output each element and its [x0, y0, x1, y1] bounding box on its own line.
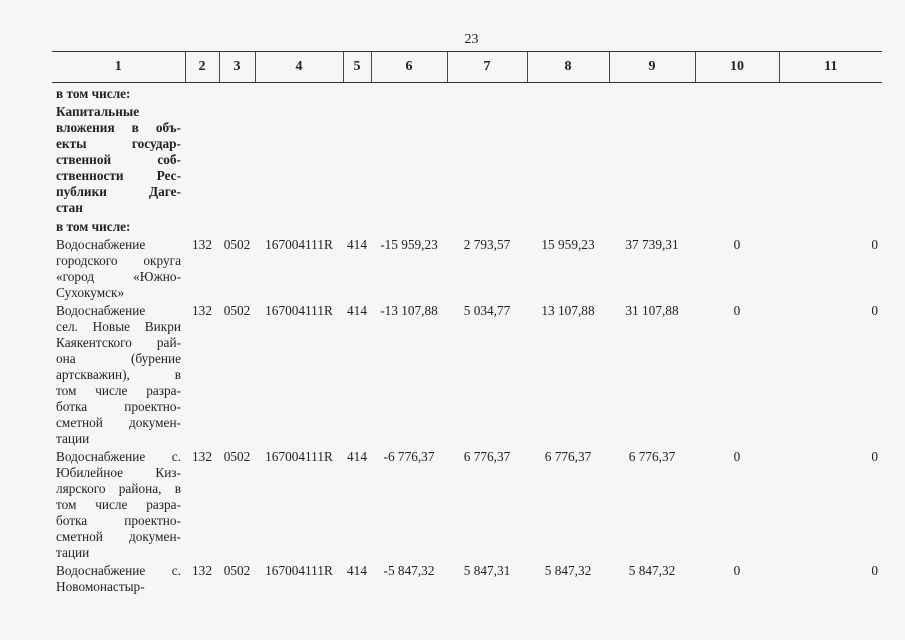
row-name-line: Сухокумск»	[56, 285, 125, 300]
section-heading-line: ственной соб-	[56, 152, 181, 167]
column-header: 3	[219, 52, 255, 83]
cell-c5: 414	[347, 303, 367, 318]
cell-c4: 167004111R	[265, 237, 333, 252]
column-header: 2	[185, 52, 219, 83]
section-heading-line: стан	[56, 200, 83, 215]
row-name-line: «город «Южно-	[56, 269, 181, 284]
row-name	[52, 235, 185, 301]
cell-c8: 15 959,23	[541, 237, 595, 252]
cell-c3: 0502	[223, 303, 251, 318]
cell-c4: 167004111R	[265, 563, 333, 578]
row-name-line: тации	[56, 431, 90, 446]
cell-c6: -5 847,32	[383, 563, 435, 578]
cell-c8: 5 847,32	[544, 563, 592, 578]
column-header: 11	[779, 52, 882, 83]
section-heading-line: публики Даге-	[56, 184, 181, 199]
row-name-line: Новомонастыр-	[56, 579, 145, 594]
row-name-line: Водоснабжение	[56, 303, 146, 318]
cell-c6: -6 776,37	[383, 449, 435, 464]
cell-c10: 0	[733, 237, 741, 252]
column-header: 8	[527, 52, 609, 83]
column-header: 10	[695, 52, 779, 83]
row-name-line: городского округа	[56, 253, 181, 268]
row-name-line: том числе разра-	[56, 383, 181, 398]
row-name-line: том числе разра-	[56, 497, 181, 512]
cell-c7: 6 776,37	[463, 449, 511, 464]
section-heading-line: вложения в объ-	[56, 120, 181, 135]
cell-c3: 0502	[223, 449, 251, 464]
cell-c10: 0	[733, 303, 741, 318]
cell-c11: 0	[871, 449, 878, 464]
column-header: 4	[255, 52, 343, 83]
row-name-line: Водоснабжение с.	[56, 449, 181, 464]
cell-c7: 5 847,31	[463, 563, 511, 578]
cell-c2: 132	[192, 563, 212, 578]
row-name-line: Юбилейное Киз-	[56, 465, 181, 480]
cell-c4: 167004111R	[265, 449, 333, 464]
cell-c4: 167004111R	[265, 303, 333, 318]
row-name	[52, 447, 185, 561]
column-header: 7	[447, 52, 527, 83]
section-heading-row	[52, 102, 882, 216]
row-name-line: сметной докумен-	[56, 529, 181, 544]
table-row	[52, 447, 882, 561]
table-row	[52, 301, 882, 447]
including-label: в том числе:	[56, 86, 131, 101]
cell-c9: 6 776,37	[628, 449, 676, 464]
cell-c3: 0502	[223, 237, 251, 252]
row-name-line: тации	[56, 545, 90, 560]
row-name-line: ботка проектно-	[56, 513, 181, 528]
cell-c9: 5 847,32	[628, 563, 676, 578]
cell-c2: 132	[192, 449, 212, 464]
cell-c9: 31 107,88	[625, 303, 679, 318]
row-name-line: она (бурение	[56, 351, 181, 366]
row-name	[52, 301, 185, 447]
table-row	[52, 235, 882, 301]
row-name-line: лярского района, в	[56, 481, 181, 496]
row-name-line: Водоснабжение	[56, 237, 146, 252]
cell-c8: 6 776,37	[544, 449, 592, 464]
column-header: 1	[52, 52, 185, 83]
page-number: 23	[464, 32, 479, 47]
row-name-line: артскважин), в	[56, 367, 181, 382]
table-row	[52, 561, 882, 595]
cell-c9: 37 739,31	[625, 237, 679, 252]
cell-c8: 13 107,88	[541, 303, 595, 318]
cell-c11: 0	[871, 303, 878, 318]
row-name-line: Каякентского рай-	[56, 335, 181, 350]
cell-c7: 2 793,57	[463, 237, 511, 252]
cell-c5: 414	[347, 563, 367, 578]
row-name-line: Водоснабжение с.	[56, 563, 181, 578]
column-header: 6	[371, 52, 447, 83]
row-name-line: ботка проектно-	[56, 399, 181, 414]
row-name	[52, 561, 185, 595]
section-heading-line: екты государ-	[56, 136, 181, 151]
cell-c6: -13 107,88	[380, 303, 438, 318]
section-heading-line: Капитальные	[56, 104, 140, 119]
including-label: в том числе:	[56, 219, 131, 234]
including-label-row	[52, 216, 882, 235]
cell-c11: 0	[871, 237, 878, 252]
cell-c10: 0	[733, 563, 741, 578]
cell-c5: 414	[347, 449, 367, 464]
section-heading-line: ственности Рес-	[56, 168, 181, 183]
including-label-row	[52, 83, 882, 103]
section-heading	[52, 102, 185, 216]
row-name-line: сел. Новые Викри	[56, 319, 181, 334]
column-header: 9	[609, 52, 695, 83]
cell-c2: 132	[192, 303, 212, 318]
column-header: 5	[343, 52, 371, 83]
cell-c6: -15 959,23	[380, 237, 438, 252]
cell-c3: 0502	[223, 563, 251, 578]
cell-c11: 0	[871, 563, 878, 578]
row-name-line: сметной докумен-	[56, 415, 181, 430]
cell-c7: 5 034,77	[463, 303, 511, 318]
cell-c2: 132	[192, 237, 212, 252]
cell-c5: 414	[347, 237, 367, 252]
budget-table	[52, 51, 882, 595]
table-header-row	[52, 52, 882, 83]
cell-c10: 0	[733, 449, 741, 464]
